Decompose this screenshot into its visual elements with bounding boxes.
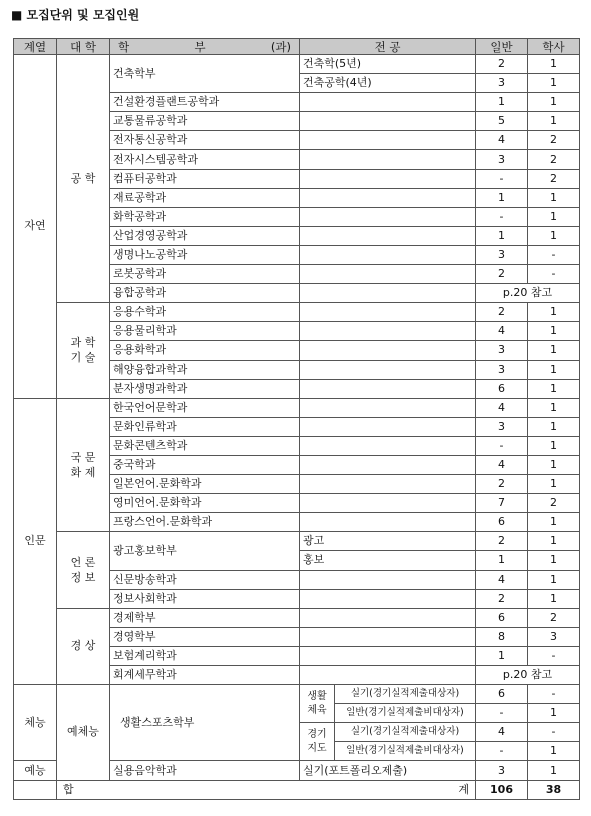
major-cell: 홍보 (300, 551, 476, 570)
dept-cell: 일본언어.문화학과 (110, 475, 300, 494)
dept-cell: 로봇공학과 (110, 265, 300, 284)
general-cell: 6 (476, 685, 528, 704)
major-cell (300, 398, 476, 417)
bachelor-cell: 1 (528, 704, 580, 723)
major-cell: 실기(포트폴리오제출) (300, 761, 476, 780)
general-cell: 2 (476, 55, 528, 74)
series-humanities: 인문 (14, 398, 57, 684)
group-cell: 경기 지도 (300, 723, 335, 761)
dept-cell: 한국언어문학과 (110, 398, 300, 417)
general-cell: - (476, 436, 528, 455)
dept-cell: 프랑스언어.문화학과 (110, 513, 300, 532)
total-blank (14, 780, 57, 799)
general-cell: 4 (476, 455, 528, 474)
dept-cell: 생활스포츠학부 (110, 685, 300, 761)
major-cell: 실기(경기실적제출대상자) (335, 723, 476, 742)
general-cell: 2 (476, 475, 528, 494)
general-cell: 8 (476, 627, 528, 646)
college-engineering: 공 학 (57, 55, 110, 303)
total-row (14, 780, 580, 799)
major-cell (300, 303, 476, 322)
bachelor-cell: 1 (528, 360, 580, 379)
dept-cell: 산업경영공학과 (110, 226, 300, 245)
header-dept: 학 부 (과) (110, 39, 300, 55)
dept-cell: 광고홍보학부 (110, 532, 300, 570)
major-cell (300, 666, 476, 685)
note-cell: p.20 참고 (476, 666, 580, 685)
dept-cell: 생명나노공학과 (110, 245, 300, 264)
dept-cell: 응용화학과 (110, 341, 300, 360)
dept-cell: 화학공학과 (110, 207, 300, 226)
bachelor-cell: 2 (528, 608, 580, 627)
bachelor-cell: 1 (528, 455, 580, 474)
general-cell: 5 (476, 112, 528, 131)
general-cell: 6 (476, 608, 528, 627)
bachelor-cell: 1 (528, 761, 580, 780)
college-sports: 예체능 (57, 685, 110, 780)
general-cell: 1 (476, 551, 528, 570)
major-cell (300, 494, 476, 513)
table-row (14, 55, 580, 74)
major-cell (300, 150, 476, 169)
bachelor-cell: 2 (528, 150, 580, 169)
bachelor-cell: 2 (528, 131, 580, 150)
header-series: 계열 (14, 39, 57, 55)
total-left: 합 (63, 782, 74, 796)
general-cell: 6 (476, 379, 528, 398)
bachelor-cell: 1 (528, 112, 580, 131)
dept-cell: 재료공학과 (110, 188, 300, 207)
bachelor-cell: 1 (528, 436, 580, 455)
dept-cell: 해양융합과학과 (110, 360, 300, 379)
bachelor-cell: 1 (528, 570, 580, 589)
dept-cell: 정보사회학과 (110, 589, 300, 608)
page-heading: ■ 모집단위 및 모집인원 (11, 8, 140, 22)
major-cell (300, 646, 476, 665)
major-cell: 광고 (300, 532, 476, 551)
major-cell (300, 475, 476, 494)
bachelor-cell: 1 (528, 379, 580, 398)
bachelor-cell: 1 (528, 74, 580, 93)
bachelor-cell: - (528, 265, 580, 284)
dept-cell: 신문방송학과 (110, 570, 300, 589)
table-row (14, 685, 580, 704)
major-cell (300, 627, 476, 646)
series-arts: 예능 (14, 761, 57, 780)
dept-cell: 교통물류공학과 (110, 112, 300, 131)
dept-cell: 경제학부 (110, 608, 300, 627)
major-cell (300, 322, 476, 341)
bachelor-cell: - (528, 646, 580, 665)
group-cell: 생활 체육 (300, 685, 335, 723)
dept-cell: 건축학부 (110, 55, 300, 93)
major-cell: 건축공학(4년) (300, 74, 476, 93)
bachelor-cell: 2 (528, 494, 580, 513)
bachelor-cell: 3 (528, 627, 580, 646)
dept-cell: 경영학부 (110, 627, 300, 646)
major-cell (300, 169, 476, 188)
general-cell: 3 (476, 74, 528, 93)
college-humanities: 국 문 화 제 (57, 398, 110, 532)
major-cell (300, 608, 476, 627)
major-cell (300, 226, 476, 245)
bachelor-cell: 1 (528, 322, 580, 341)
major-cell (300, 265, 476, 284)
general-cell: - (476, 704, 528, 723)
bachelor-cell: 1 (528, 303, 580, 322)
major-cell (300, 284, 476, 303)
general-cell: 4 (476, 322, 528, 341)
major-cell: 실기(경기실적제출대상자) (335, 685, 476, 704)
major-cell (300, 112, 476, 131)
table-row (14, 398, 580, 417)
dept-cell: 응용수학과 (110, 303, 300, 322)
dept-cell: 전자시스템공학과 (110, 150, 300, 169)
dept-cell: 중국학과 (110, 455, 300, 474)
general-cell: 3 (476, 761, 528, 780)
major-cell: 건축학(5년) (300, 55, 476, 74)
general-cell: 6 (476, 513, 528, 532)
dept-cell: 보험계리학과 (110, 646, 300, 665)
college-business: 경 상 (57, 608, 110, 684)
dept-cell: 영미언어.문화학과 (110, 494, 300, 513)
general-cell: 3 (476, 150, 528, 169)
general-cell: 3 (476, 360, 528, 379)
major-cell: 일반(경기실적제출비대상자) (335, 704, 476, 723)
major-cell (300, 207, 476, 226)
major-cell (300, 245, 476, 264)
table-row (14, 608, 580, 627)
major-cell (300, 188, 476, 207)
general-cell: - (476, 742, 528, 761)
bachelor-cell: 1 (528, 188, 580, 207)
dept-cell: 문화콘텐츠학과 (110, 436, 300, 455)
bachelor-cell: 1 (528, 475, 580, 494)
bachelor-cell: 1 (528, 226, 580, 245)
major-cell (300, 455, 476, 474)
header-bachelor: 학사 (528, 39, 580, 55)
total-right: 계 (458, 782, 469, 796)
general-cell: 7 (476, 494, 528, 513)
major-cell (300, 379, 476, 398)
general-cell: 4 (476, 398, 528, 417)
major-cell (300, 436, 476, 455)
bachelor-cell: 1 (528, 398, 580, 417)
dept-cell: 문화인류학과 (110, 417, 300, 436)
general-cell: 3 (476, 417, 528, 436)
general-cell: 2 (476, 589, 528, 608)
major-cell (300, 513, 476, 532)
bachelor-cell: 1 (528, 417, 580, 436)
admissions-table (13, 38, 580, 800)
total-general: 106 (476, 780, 528, 799)
dept-cell: 컴퓨터공학과 (110, 169, 300, 188)
general-cell: 4 (476, 723, 528, 742)
general-cell: 3 (476, 245, 528, 264)
major-cell (300, 417, 476, 436)
general-cell: 1 (476, 226, 528, 245)
bachelor-cell: 1 (528, 207, 580, 226)
bachelor-cell: 1 (528, 513, 580, 532)
total-label (57, 780, 476, 799)
total-bachelor: 38 (528, 780, 580, 799)
general-cell: 4 (476, 131, 528, 150)
bachelor-cell: 1 (528, 532, 580, 551)
major-cell: 일반(경기실적제출비대상자) (335, 742, 476, 761)
college-sci-tech: 과 학 기 술 (57, 303, 110, 398)
dept-cell: 응용물리학과 (110, 322, 300, 341)
major-cell (300, 360, 476, 379)
header-college: 대 학 (57, 39, 110, 55)
general-cell: 1 (476, 646, 528, 665)
general-cell: 1 (476, 93, 528, 112)
bachelor-cell: - (528, 723, 580, 742)
major-cell (300, 341, 476, 360)
dept-cell: 융합공학과 (110, 284, 300, 303)
dept-cell: 전자통신공학과 (110, 131, 300, 150)
major-cell (300, 570, 476, 589)
series-science: 자연 (14, 55, 57, 399)
bachelor-cell: - (528, 685, 580, 704)
table-row (14, 532, 580, 551)
dept-cell: 회계세무학과 (110, 666, 300, 685)
dept-cell: 실용음악학과 (110, 761, 300, 780)
table-row (14, 303, 580, 322)
series-sports: 체능 (14, 685, 57, 761)
major-cell (300, 589, 476, 608)
header-general: 일반 (476, 39, 528, 55)
general-cell: 1 (476, 188, 528, 207)
major-cell (300, 131, 476, 150)
general-cell: 2 (476, 265, 528, 284)
bachelor-cell: - (528, 245, 580, 264)
general-cell: 2 (476, 532, 528, 551)
general-cell: 2 (476, 303, 528, 322)
general-cell: - (476, 207, 528, 226)
bachelor-cell: 2 (528, 169, 580, 188)
bachelor-cell: 1 (528, 589, 580, 608)
college-media: 언 론 정 보 (57, 532, 110, 608)
header-major: 전 공 (300, 39, 476, 55)
dept-cell: 분자생명과학과 (110, 379, 300, 398)
general-cell: - (476, 169, 528, 188)
header-row (14, 39, 580, 55)
bachelor-cell: 1 (528, 341, 580, 360)
bachelor-cell: 1 (528, 93, 580, 112)
bachelor-cell: 1 (528, 551, 580, 570)
general-cell: 3 (476, 341, 528, 360)
bachelor-cell: 1 (528, 55, 580, 74)
note-cell: p.20 참고 (476, 284, 580, 303)
dept-cell: 건설환경플랜트공학과 (110, 93, 300, 112)
general-cell: 4 (476, 570, 528, 589)
bachelor-cell: 1 (528, 742, 580, 761)
major-cell (300, 93, 476, 112)
